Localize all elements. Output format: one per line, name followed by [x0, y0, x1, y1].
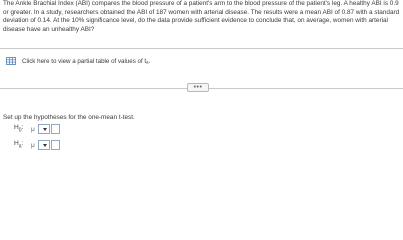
expand-more-button[interactable]: •••: [187, 83, 209, 92]
view-table-link[interactable]: [6, 57, 150, 65]
section-divider-top: [0, 48, 403, 49]
null-hypothesis-row: [14, 124, 60, 134]
table-icon: [6, 57, 16, 65]
alternative-hypothesis-mu: μ: [31, 141, 35, 149]
chevron-down-icon: [43, 128, 47, 131]
problem-statement: The Ankle Brachial Index (ABI) compares the blood pressure of a patient's arm to the blood pressure of the patient's leg. A healthy ABI is 0.9 or greater. In a study, researchers obtained the ABI of 187 women with arterial disease. The results were a mean ABI of 0.87 with a standard deviation of 0.14. At the 10% significance level, do the data provide sufficient evidence to conclude that, on average, women with arterial disease have an unhealthy ABI?: [3, 0, 400, 33]
null-hypothesis-mu: μ: [31, 125, 35, 133]
chevron-down-icon: [43, 144, 47, 147]
hypotheses-instruction: Set up the hypotheses for the one-mean t-test.: [3, 114, 135, 121]
null-hypothesis-value-input[interactable]: [51, 124, 60, 134]
view-table-link-label[interactable]: Click here to view a partial table of values of tₐ.: [22, 57, 151, 65]
alternative-hypothesis-label: $H_a$:: [14, 140, 24, 150]
null-hypothesis-operator-select[interactable]: [38, 124, 50, 134]
alternative-hypothesis-value-input[interactable]: [51, 140, 60, 150]
null-hypothesis-label: $H_0$:: [14, 124, 24, 134]
alternative-hypothesis-row: [14, 140, 60, 150]
alternative-hypothesis-operator-select[interactable]: [38, 140, 50, 150]
